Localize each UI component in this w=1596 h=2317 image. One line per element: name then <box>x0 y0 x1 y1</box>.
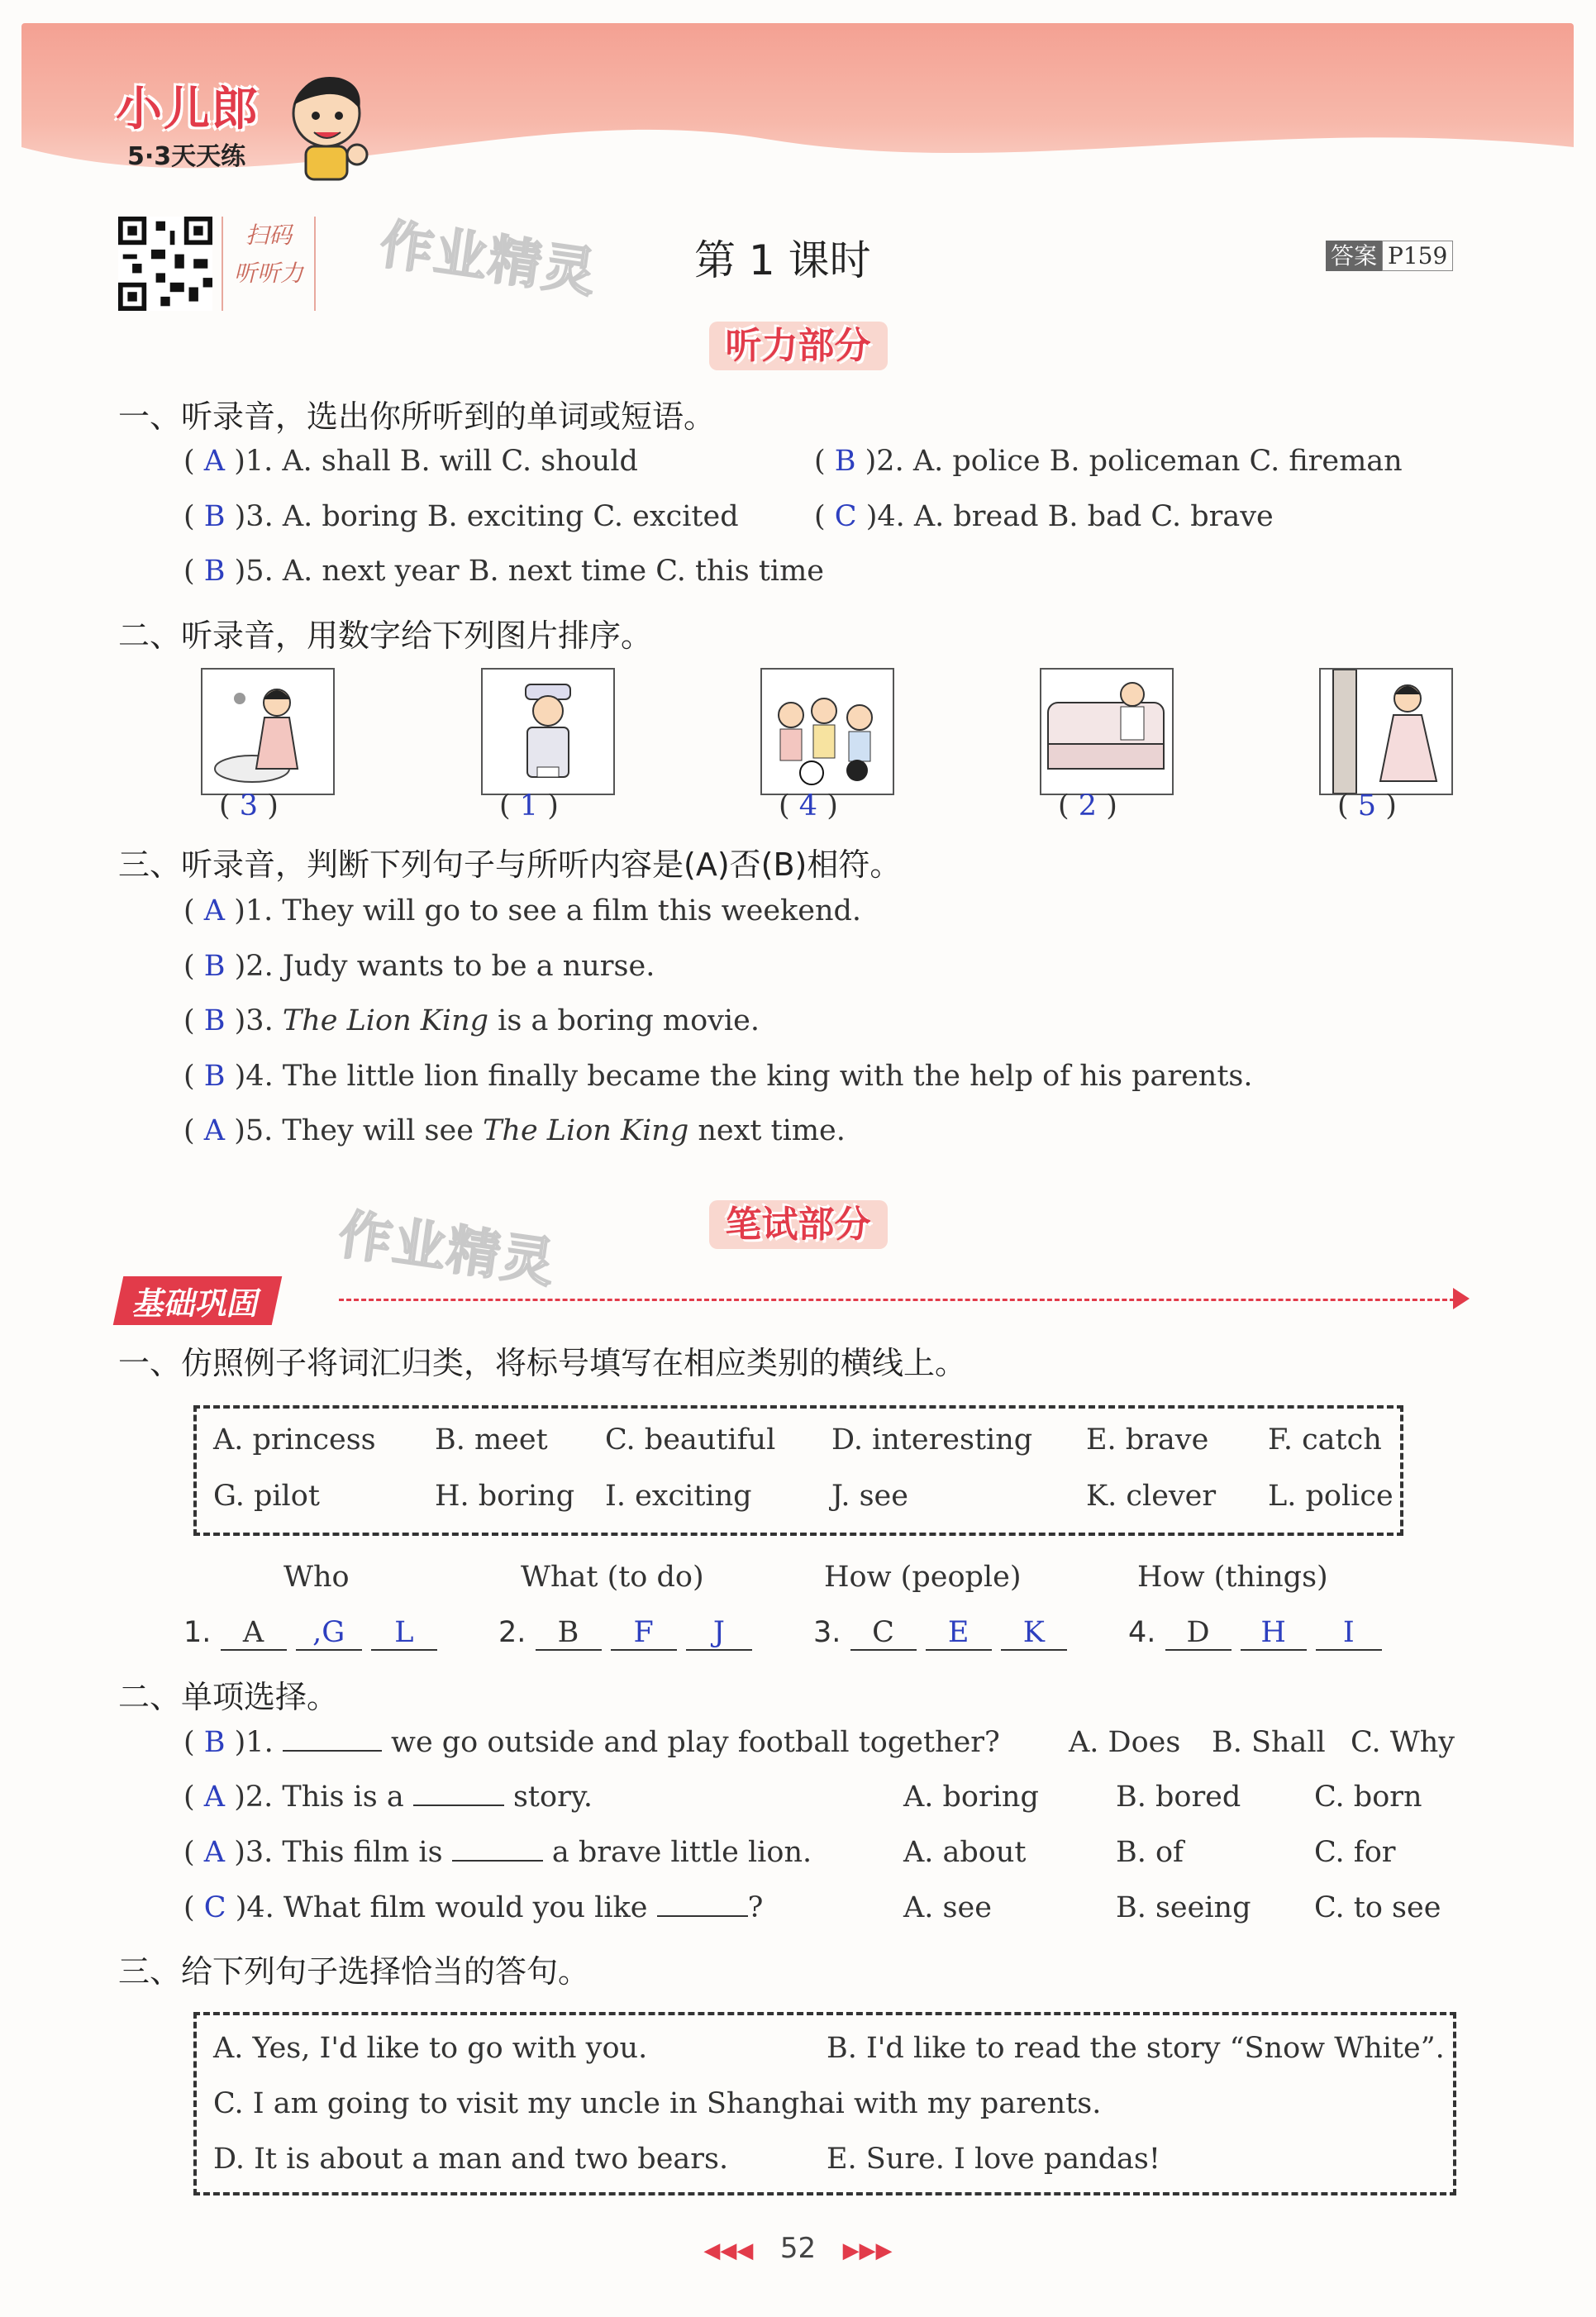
question-number: )1. <box>234 1726 274 1759</box>
fill-blank[interactable] <box>283 1750 382 1752</box>
option-c[interactable]: C. Why <box>1351 1726 1455 1759</box>
football-kids-icon <box>762 670 893 794</box>
question-number: )2. <box>234 1781 274 1814</box>
word: L. police <box>1268 1480 1394 1513</box>
list-item: ( A )1. They will go to see a film this weekend. <box>183 894 862 927</box>
question-text: This is a <box>273 1781 413 1814</box>
group-number: 3. <box>813 1616 841 1649</box>
movie-title: The Lion King <box>282 1004 489 1037</box>
group-number: 4. <box>1128 1616 1156 1649</box>
answer: A <box>203 1781 226 1814</box>
word: I. exciting <box>605 1480 752 1513</box>
word: G. pilot <box>213 1480 320 1513</box>
answer: A <box>203 1114 226 1147</box>
listening-part2-heading: 二、听录音，用数字给下列图片排序。 <box>118 617 653 654</box>
picture-answer: ( 4 ) <box>779 789 838 822</box>
picture-answer: ( 2 ) <box>1058 789 1117 822</box>
list-item: ( B )4. The little lion finally became the king with the help of his parents. <box>183 1060 1253 1093</box>
option-a[interactable]: A. see <box>903 1891 992 1924</box>
question-text: This film is <box>273 1836 452 1869</box>
writing-badge-label: 笔试部分 <box>709 1200 888 1249</box>
category-group <box>1128 1616 1382 1651</box>
list-item: ( A )5. They will see The Lion King next time. <box>183 1114 846 1147</box>
option-b[interactable]: B. of <box>1116 1836 1184 1869</box>
item-text: )2. A. police B. policeman C. fireman <box>865 445 1403 478</box>
order-number: 5 <box>1357 789 1377 822</box>
group-number: 2. <box>498 1616 526 1649</box>
answer-blank[interactable]: L <box>371 1616 437 1651</box>
word: B. meet <box>435 1423 548 1456</box>
answer: A <box>203 1836 226 1869</box>
next-arrows-icon: ▶▶▶ <box>842 2238 893 2263</box>
category-label: What (to do) <box>521 1561 704 1594</box>
fill-blank[interactable] <box>452 1860 543 1862</box>
answer-reference[interactable] <box>1326 238 1453 271</box>
listening-part1-heading: 一、听录音，选出你所听到的单词或短语。 <box>118 398 716 435</box>
question-number: )3. <box>234 1836 274 1869</box>
example-blank: B <box>536 1616 602 1651</box>
option-a[interactable]: A. Does <box>1069 1726 1181 1759</box>
answer-page: P159 <box>1382 241 1453 271</box>
page-footer <box>0 2232 1596 2265</box>
question-text: story. <box>503 1781 593 1814</box>
movie-title: The Lion King <box>483 1114 689 1147</box>
answer: B <box>203 555 226 588</box>
word: H. boring <box>435 1480 575 1513</box>
foundation-tag <box>118 1276 277 1325</box>
picture-girl-forest <box>1319 668 1453 795</box>
sofa-reading-icon <box>1041 670 1172 794</box>
option-a[interactable]: A. about <box>903 1836 1027 1869</box>
answer: B <box>203 1004 226 1037</box>
picture-football-kids <box>760 668 894 795</box>
list-item: ( C )4. A. bread B. bad C. brave <box>814 500 1274 533</box>
mascot-boy-icon <box>281 68 372 184</box>
category-group <box>183 1616 437 1651</box>
listening-badge <box>0 316 1596 369</box>
listening-part3-heading: 三、听录音，判断下列句子与所听内容是(A)否(B)相符。 <box>118 846 902 883</box>
answer: B <box>203 1726 226 1759</box>
girl-forest-icon <box>1321 670 1451 794</box>
foundation-label: 基础巩固 <box>113 1276 283 1325</box>
answer: C <box>834 500 857 533</box>
category-group <box>813 1616 1067 1651</box>
question-text: ? <box>747 1891 764 1924</box>
choice-question: ( A )2. This is a story. <box>183 1781 593 1814</box>
prev-arrows-icon: ◀◀◀ <box>703 2238 754 2263</box>
word: J. see <box>831 1480 908 1513</box>
list-item: ( B )3. The Lion King is a boring movie. <box>183 1004 760 1037</box>
scan-line2: 听听力 <box>233 260 303 287</box>
item-text: )3. A. boring B. exciting C. excited <box>234 500 739 533</box>
choice-question: ( B )1. we go outside and play football together? <box>183 1726 1000 1759</box>
answer-blank[interactable]: K <box>1001 1616 1067 1651</box>
qr-code-icon[interactable] <box>118 217 212 311</box>
snow-white-icon <box>202 670 333 794</box>
category-label: How (people) <box>824 1561 1022 1594</box>
watermark: 作业精灵 <box>376 213 602 305</box>
order-number: 1 <box>519 789 539 822</box>
item-text: )4. A. bread B. bad C. brave <box>865 500 1274 533</box>
logo-subtitle: 5·3天天练 <box>127 142 246 171</box>
watermark: 作业精灵 <box>335 1204 560 1295</box>
divider <box>339 1299 1455 1301</box>
item-text: )5. They will see <box>234 1114 484 1147</box>
example-blank: C <box>850 1616 917 1651</box>
order-number: 2 <box>1078 789 1098 822</box>
option-b[interactable]: B. seeing <box>1116 1891 1251 1924</box>
writing-badge <box>0 1194 1596 1247</box>
word: K. clever <box>1086 1480 1217 1513</box>
picture-sofa-reading <box>1040 668 1174 795</box>
scan-listen-label <box>222 217 316 311</box>
item-text: )1. A. shall B. will C. should <box>234 445 638 478</box>
option-c[interactable]: C. for <box>1314 1836 1396 1869</box>
list-item: ( B )2. A. police B. policeman C. fireman <box>814 445 1403 478</box>
answer-blank[interactable]: J <box>686 1616 752 1651</box>
logo-title: 小儿郎 <box>116 83 260 136</box>
question-text: a brave little lion. <box>542 1836 812 1869</box>
answer-label: 答案 <box>1326 241 1382 271</box>
list-item: ( A )1. A. shall B. will C. should <box>183 445 638 478</box>
question-number: )4. <box>235 1891 274 1924</box>
choice-question: ( C )4. What film would you like ? <box>183 1891 764 1924</box>
arrow-right-icon <box>1453 1288 1470 1309</box>
answer-blank[interactable]: H <box>1241 1616 1307 1651</box>
picture-answer: ( 3 ) <box>219 789 279 822</box>
group-number: 1. <box>183 1616 212 1649</box>
item-text: )4. The little lion finally became the king with the help of his parents. <box>234 1060 1253 1093</box>
item-text: next time. <box>688 1114 846 1147</box>
answer-option: D. It is about a man and two bears. <box>213 2143 729 2176</box>
word: F. catch <box>1268 1423 1382 1456</box>
answer-option: A. Yes, I'd like to go with you. <box>213 2032 648 2065</box>
word: A. princess <box>213 1423 376 1456</box>
fill-blank[interactable] <box>657 1915 748 1917</box>
writing-part2-heading: 二、单项选择。 <box>118 1679 339 1715</box>
question-text: What film would you like <box>274 1891 657 1924</box>
option-b[interactable]: B. Shall <box>1212 1726 1326 1759</box>
answer: A <box>203 445 226 478</box>
answer-blank[interactable]: F <box>611 1616 677 1651</box>
word: E. brave <box>1086 1423 1209 1456</box>
order-number: 4 <box>798 789 818 822</box>
scan-line1: 扫码 <box>245 222 292 249</box>
list-item: ( B )2. Judy wants to be a nurse. <box>183 950 655 983</box>
picture-policeman <box>481 668 615 795</box>
item-text: is a boring movie. <box>488 1004 760 1037</box>
answer-option: E. Sure. I love pandas! <box>827 2143 1160 2176</box>
picture-answer: ( 5 ) <box>1337 789 1397 822</box>
answer: B <box>203 950 226 983</box>
listening-badge-label: 听力部分 <box>709 322 888 370</box>
answer: A <box>203 894 226 927</box>
list-item: ( B )3. A. boring B. exciting C. excited <box>183 500 739 533</box>
item-text: )3. <box>234 1004 283 1037</box>
answer-option: B. I'd like to read the story “Snow White”. <box>827 2032 1445 2065</box>
answer: C <box>203 1891 226 1924</box>
item-text: )5. A. next year B. next time C. this time <box>234 555 825 588</box>
option-b[interactable]: B. bored <box>1116 1781 1241 1814</box>
word: D. interesting <box>831 1423 1033 1456</box>
example-blank: D <box>1165 1616 1232 1651</box>
choice-question: ( A )3. This film is a brave little lion. <box>183 1836 812 1869</box>
item-text: )1. They will go to see a film this weekend. <box>234 894 862 927</box>
category-label: Who <box>283 1561 350 1594</box>
question-text: we go outside and play football together? <box>381 1726 1000 1759</box>
policeman-icon <box>483 670 613 794</box>
answer-blank[interactable]: ,G <box>296 1616 362 1651</box>
order-number: 3 <box>239 789 259 822</box>
list-item: ( B )5. A. next year B. next time C. this time <box>183 555 825 588</box>
option-c[interactable]: C. born <box>1314 1781 1422 1814</box>
picture-answer: ( 1 ) <box>499 789 559 822</box>
answer-blank[interactable]: I <box>1316 1616 1382 1651</box>
word: C. beautiful <box>605 1423 776 1456</box>
example-blank: A <box>221 1616 287 1651</box>
fill-blank[interactable] <box>413 1804 504 1806</box>
brand-logo <box>116 73 260 172</box>
lesson-title: 第 1 课时 <box>694 236 871 284</box>
answer-blank[interactable]: E <box>926 1616 992 1651</box>
answer: B <box>834 445 856 478</box>
category-label: How (things) <box>1137 1561 1328 1594</box>
answer: B <box>203 500 226 533</box>
category-group <box>498 1616 752 1651</box>
picture-snow-white <box>201 668 335 795</box>
writing-part1-heading: 一、仿照例子将词汇归类，将标号填写在相应类别的横线上。 <box>118 1345 967 1381</box>
item-text: )2. Judy wants to be a nurse. <box>234 950 655 983</box>
writing-part3-heading: 三、给下列句子选择恰当的答句。 <box>118 1953 590 1990</box>
answer-option: C. I am going to visit my uncle in Shanghai with my parents. <box>213 2087 1102 2120</box>
page-number: 52 <box>779 2232 817 2265</box>
option-c[interactable]: C. to see <box>1314 1891 1441 1924</box>
answer: B <box>203 1060 226 1093</box>
option-a[interactable]: A. boring <box>903 1781 1039 1814</box>
